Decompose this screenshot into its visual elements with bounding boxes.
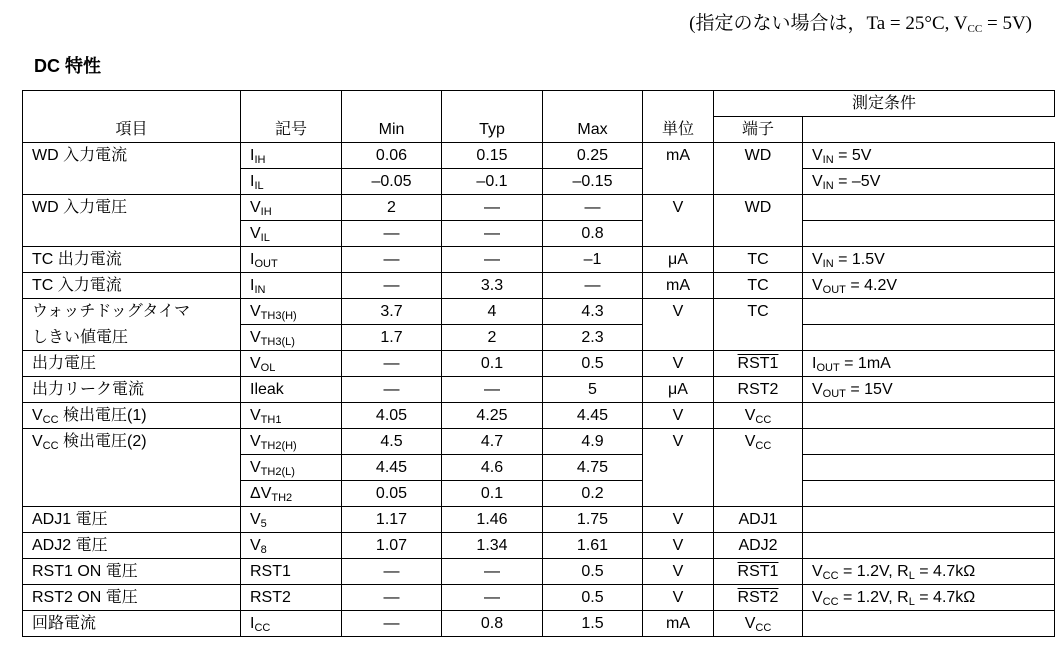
condition-cell: $V_{CC} = 1.2V$, $R_L = 4.7k\Omega$ (803, 585, 1055, 611)
min-cell: 0.06 (342, 143, 442, 169)
item-cell: ウォッチドッグタイマ (23, 299, 241, 325)
min-cell: — (342, 377, 442, 403)
unit-cell: μA (643, 247, 714, 273)
condition-cell (803, 429, 1055, 455)
typ-cell: 0.8 (442, 611, 543, 637)
max-cell: 4.9 (543, 429, 643, 455)
item-cell: 回路電流 (23, 611, 241, 637)
min-cell: –0.05 (342, 169, 442, 195)
min-cell: 1.7 (342, 325, 442, 351)
condition-cell: $V_{OUT} = 4.2V$ (803, 273, 1055, 299)
table-row (23, 507, 1055, 533)
typ-cell: — (442, 247, 543, 273)
typ-cell: 4.25 (442, 403, 543, 429)
table-row (23, 299, 1055, 325)
condition-cell: $V_{IN} = -5V$ (803, 169, 1055, 195)
symbol-cell: $\Delta V_{TH2}$ (241, 481, 342, 507)
typ-cell: — (442, 195, 543, 221)
symbol-cell: $V_{IH}$ (241, 195, 342, 221)
table-row (23, 559, 1055, 585)
min-cell: 1.17 (342, 507, 442, 533)
min-cell: 1.07 (342, 533, 442, 559)
item-cell: TC 入力電流 (23, 273, 241, 299)
terminal-cell: TC (714, 273, 803, 299)
unit-cell: V (643, 533, 714, 559)
table-row (23, 273, 1055, 299)
typ-cell: 4 (442, 299, 543, 325)
test-condition-note: (指定のない場合は，Ta = 25°C, $V_{CC} = 5V$) (689, 13, 1032, 35)
unit-cell: mA (643, 273, 714, 299)
unit-cell: mA (643, 611, 714, 637)
typ-cell: — (442, 585, 543, 611)
min-cell: — (342, 611, 442, 637)
typ-cell: –0.1 (442, 169, 543, 195)
unit-cell: V (643, 585, 714, 611)
terminal-cell: RST1 (714, 351, 803, 377)
condition-cell (803, 195, 1055, 221)
item-cell: ADJ2 電圧 (23, 533, 241, 559)
min-cell: 4.45 (342, 455, 442, 481)
table-row (23, 325, 1055, 351)
header-unit: 単位 (643, 91, 714, 143)
symbol-cell: $V_{TH2(H)}$ (241, 429, 342, 455)
header-min: Min (342, 91, 442, 143)
item-cell: TC 出力電流 (23, 247, 241, 273)
typ-cell: 0.1 (442, 351, 543, 377)
condition-cell (803, 299, 1055, 325)
dc-characteristics-table (22, 90, 1055, 637)
max-cell: 0.25 (543, 143, 643, 169)
typ-cell: 1.34 (442, 533, 543, 559)
min-cell: 4.05 (342, 403, 442, 429)
min-cell: — (342, 585, 442, 611)
unit-cell: V (643, 507, 714, 533)
terminal-cell: WD (714, 143, 803, 195)
symbol-cell: $V_5$ (241, 507, 342, 533)
condition-cell: $I_{OUT} = 1mA$ (803, 351, 1055, 377)
symbol-cell: $I_{IN}$ (241, 273, 342, 299)
typ-cell: — (442, 221, 543, 247)
min-cell: — (342, 559, 442, 585)
terminal-cell: $V_{CC}$ (714, 403, 803, 429)
table-row (23, 585, 1055, 611)
unit-cell: V (643, 429, 714, 507)
max-cell: 0.5 (543, 351, 643, 377)
max-cell: — (543, 273, 643, 299)
item-cell: $V_{CC}$ 検出電圧(1) (23, 403, 241, 429)
header-conditions: 測定条件 (714, 91, 1055, 117)
condition-cell (803, 325, 1055, 351)
typ-cell: — (442, 559, 543, 585)
min-cell: 4.5 (342, 429, 442, 455)
item-cell: WD 入力電流 (23, 143, 241, 195)
unit-cell: V (643, 559, 714, 585)
condition-cell: $V_{OUT} = 15V$ (803, 377, 1055, 403)
terminal-cell: TC (714, 299, 803, 351)
header-symbol: 記号 (241, 91, 342, 143)
section-title: DC 特性 (34, 56, 101, 76)
table-row (23, 143, 1055, 169)
condition-cell: $V_{CC} = 1.2V$, $R_L = 4.7k\Omega$ (803, 559, 1055, 585)
min-cell: — (342, 273, 442, 299)
item-cell: WD 入力電圧 (23, 195, 241, 247)
header-max: Max (543, 91, 643, 143)
condition-cell (803, 455, 1055, 481)
header-row (23, 91, 1055, 117)
max-cell: 4.75 (543, 455, 643, 481)
symbol-cell: $V_{OL}$ (241, 351, 342, 377)
typ-cell: 0.15 (442, 143, 543, 169)
symbol-cell: RST2 (241, 585, 342, 611)
max-cell: — (543, 195, 643, 221)
table-row (23, 611, 1055, 637)
symbol-cell: $V_{TH1}$ (241, 403, 342, 429)
symbol-cell: RST1 (241, 559, 342, 585)
max-cell: 0.5 (543, 585, 643, 611)
typ-cell: 3.3 (442, 273, 543, 299)
condition-cell (803, 533, 1055, 559)
min-cell: 2 (342, 195, 442, 221)
unit-cell: V (643, 351, 714, 377)
terminal-cell: ADJ2 (714, 533, 803, 559)
max-cell: 0.8 (543, 221, 643, 247)
symbol-cell: Ileak (241, 377, 342, 403)
item-cell: $V_{CC}$ 検出電圧(2) (23, 429, 241, 507)
symbol-cell: $V_{TH3(L)}$ (241, 325, 342, 351)
condition-cell (803, 611, 1055, 637)
unit-cell: μA (643, 377, 714, 403)
min-cell: — (342, 351, 442, 377)
table-row (23, 247, 1055, 273)
symbol-cell: $I_{IL}$ (241, 169, 342, 195)
item-cell: RST2 ON 電圧 (23, 585, 241, 611)
item-cell: しきい値電圧 (23, 325, 241, 351)
table-row (23, 377, 1055, 403)
condition-cell (803, 481, 1055, 507)
item-cell: RST1 ON 電圧 (23, 559, 241, 585)
table-row (23, 533, 1055, 559)
unit-cell: V (643, 299, 714, 351)
symbol-cell: $I_{CC}$ (241, 611, 342, 637)
max-cell: 0.5 (543, 559, 643, 585)
item-cell: 出力リーク電流 (23, 377, 241, 403)
terminal-cell: RST2 (714, 377, 803, 403)
max-cell: 4.3 (543, 299, 643, 325)
max-cell: 0.2 (543, 481, 643, 507)
typ-cell: — (442, 377, 543, 403)
table-row (23, 351, 1055, 377)
header-item: 項目 (23, 91, 241, 143)
condition-cell: $V_{IN} = 5V$ (803, 143, 1055, 169)
terminal-cell: TC (714, 247, 803, 273)
condition-cell (803, 507, 1055, 533)
typ-cell: 4.6 (442, 455, 543, 481)
header-terminal: 端子 (714, 117, 803, 143)
item-cell: 出力電圧 (23, 351, 241, 377)
unit-cell: mA (643, 143, 714, 195)
max-cell: –1 (543, 247, 643, 273)
symbol-cell: $V_{TH2(L)}$ (241, 455, 342, 481)
min-cell: — (342, 221, 442, 247)
terminal-cell: $V_{CC}$ (714, 611, 803, 637)
max-cell: 1.61 (543, 533, 643, 559)
max-cell: 1.75 (543, 507, 643, 533)
typ-cell: 1.46 (442, 507, 543, 533)
symbol-cell: $I_{OUT}$ (241, 247, 342, 273)
condition-cell: $V_{IN} = 1.5V$ (803, 247, 1055, 273)
unit-cell: V (643, 403, 714, 429)
symbol-cell: $I_{IH}$ (241, 143, 342, 169)
max-cell: 2.3 (543, 325, 643, 351)
typ-cell: 4.7 (442, 429, 543, 455)
symbol-cell: $V_{IL}$ (241, 221, 342, 247)
max-cell: –0.15 (543, 169, 643, 195)
header-blank (803, 117, 1055, 143)
terminal-cell: RST1 (714, 559, 803, 585)
min-cell: 3.7 (342, 299, 442, 325)
symbol-cell: $V_{TH3(H)}$ (241, 299, 342, 325)
symbol-cell: $V_8$ (241, 533, 342, 559)
terminal-cell: $V_{CC}$ (714, 429, 803, 507)
min-cell: — (342, 247, 442, 273)
header-typ: Typ (442, 91, 543, 143)
table-row (23, 403, 1055, 429)
terminal-cell: ADJ1 (714, 507, 803, 533)
condition-cell (803, 221, 1055, 247)
item-cell: ADJ1 電圧 (23, 507, 241, 533)
terminal-cell: RST2 (714, 585, 803, 611)
typ-cell: 0.1 (442, 481, 543, 507)
terminal-cell: WD (714, 195, 803, 247)
unit-cell: V (643, 195, 714, 247)
max-cell: 5 (543, 377, 643, 403)
max-cell: 1.5 (543, 611, 643, 637)
table-row (23, 429, 1055, 455)
max-cell: 4.45 (543, 403, 643, 429)
table-row (23, 195, 1055, 221)
typ-cell: 2 (442, 325, 543, 351)
condition-cell (803, 403, 1055, 429)
min-cell: 0.05 (342, 481, 442, 507)
